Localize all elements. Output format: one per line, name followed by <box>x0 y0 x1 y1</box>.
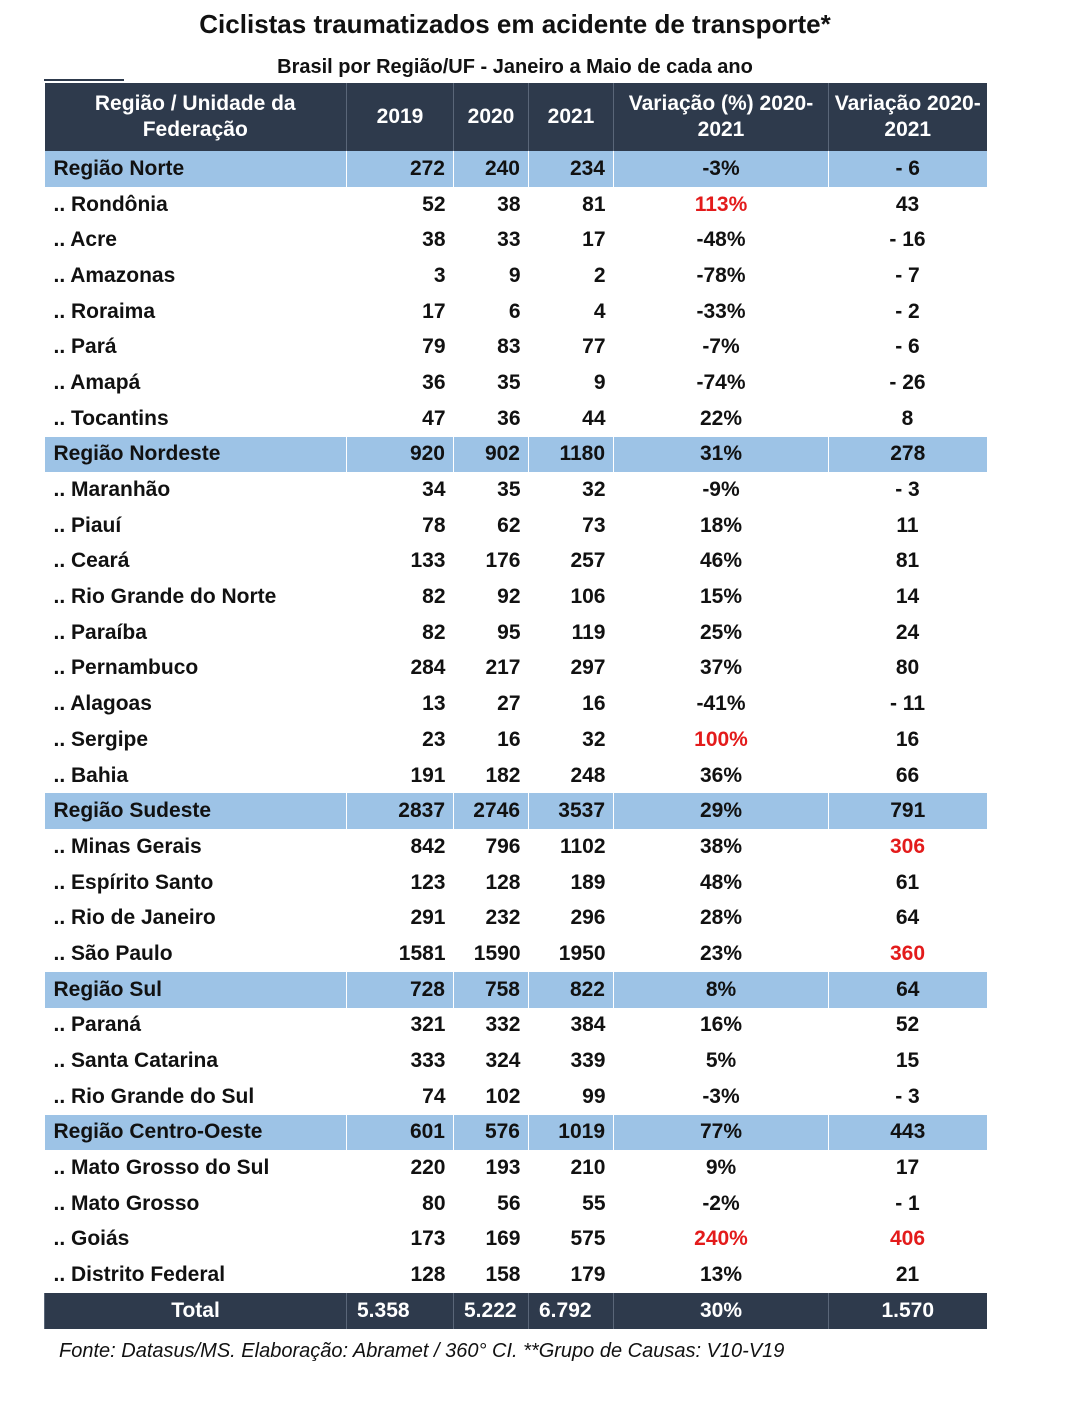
variation-abs: 64 <box>829 972 987 1008</box>
value-2020: 92 <box>497 585 521 609</box>
row-name: .. Tocantins <box>53 406 169 430</box>
variation-pct: 113% <box>694 192 748 216</box>
value-2020: 83 <box>497 335 521 359</box>
value-2020: 9 <box>508 263 521 287</box>
value-2021: 32 <box>582 727 606 751</box>
value-2019: 47 <box>422 406 446 430</box>
value-2020: 176 <box>485 549 521 573</box>
variation-abs: 11 <box>896 513 919 537</box>
value-2021: 2 <box>593 263 606 287</box>
variation-abs: 16 <box>895 727 920 751</box>
variation-abs: 80 <box>895 656 920 680</box>
variation-pct: -3% <box>702 1084 740 1108</box>
value-2019: 321 <box>410 1013 446 1037</box>
value-2020: 33 <box>497 228 521 252</box>
value-2021: 17 <box>582 228 606 252</box>
row-name: .. Amapá <box>53 370 141 394</box>
value-2020: 6 <box>508 299 521 323</box>
value-2020: 217 <box>485 656 521 680</box>
row-name: .. Rio Grande do Norte <box>53 585 277 609</box>
value-2020: 35 <box>497 478 521 502</box>
value-2021: 1019 <box>529 1115 614 1151</box>
row-name: .. Amazonas <box>53 263 176 287</box>
variation-pct: 240% <box>694 1227 748 1251</box>
value-2019: 23 <box>422 727 446 751</box>
variation-pct: -2% <box>702 1191 740 1215</box>
value-2019: 284 <box>410 656 446 680</box>
row-name: Região Sul <box>45 972 347 1008</box>
variation-abs: 791 <box>829 793 987 829</box>
variation-pct: -33% <box>696 299 746 323</box>
table-row <box>45 1186 987 1222</box>
value-2019: 272 <box>347 151 454 187</box>
row-name: .. Piauí <box>53 513 122 537</box>
value-2019: 79 <box>422 335 446 359</box>
row-name: .. Paraná <box>53 1013 142 1037</box>
variation-pct: 48% <box>699 870 743 894</box>
table-row <box>45 615 987 651</box>
table-body <box>45 151 987 1329</box>
value-2021: 234 <box>529 151 614 187</box>
total-2019: 5.358 <box>347 1293 454 1329</box>
variation-abs: 81 <box>895 549 920 573</box>
variation-abs: - 6 <box>829 151 987 187</box>
table-row <box>45 1079 987 1115</box>
table-row <box>45 329 987 365</box>
variation-pct: 29% <box>614 793 829 829</box>
variation-abs: 64 <box>895 906 920 930</box>
value-2020: 796 <box>485 834 521 858</box>
variation-pct: 77% <box>614 1115 829 1151</box>
region-row <box>45 793 987 829</box>
row-name: .. Goiás <box>53 1227 130 1251</box>
value-2020: 193 <box>485 1156 521 1180</box>
row-name: .. Rio de Janeiro <box>53 906 216 930</box>
row-name: .. São Paulo <box>53 941 173 965</box>
value-2019: 333 <box>410 1049 446 1073</box>
value-2020: 2746 <box>454 793 529 829</box>
variation-abs: - 6 <box>895 335 920 359</box>
table-row <box>45 472 987 508</box>
table-row <box>45 401 987 437</box>
row-name: .. Mato Grosso do Sul <box>53 1156 270 1180</box>
region-row <box>45 972 987 1008</box>
value-2021: 9 <box>593 370 606 394</box>
value-2021: 257 <box>570 549 606 573</box>
variation-pct: 38% <box>699 834 743 858</box>
row-name: .. Bahia <box>53 763 129 787</box>
value-2021: 44 <box>582 406 606 430</box>
variation-pct: 22% <box>699 406 743 430</box>
value-2021: 119 <box>571 620 606 644</box>
total-variation-pct: 30% <box>614 1293 829 1329</box>
value-2019: 191 <box>410 763 446 787</box>
value-2019: 601 <box>347 1115 454 1151</box>
variation-pct: 9% <box>705 1156 737 1180</box>
total-variation-abs: 1.570 <box>829 1293 987 1329</box>
value-2020: 62 <box>497 513 521 537</box>
table-row <box>45 579 987 615</box>
value-2020: 56 <box>497 1191 521 1215</box>
value-2019: 3 <box>433 263 446 287</box>
variation-abs: - 2 <box>895 299 920 323</box>
variation-pct: 5% <box>705 1049 737 1073</box>
value-2019: 133 <box>410 549 446 573</box>
value-2019: 728 <box>347 972 454 1008</box>
variation-abs: - 16 <box>889 228 926 252</box>
variation-abs: 61 <box>895 870 920 894</box>
variation-abs: 8 <box>901 406 914 430</box>
page-subtitle: Brasil por Região/UF - Janeiro a Maio de cada ano <box>277 56 753 78</box>
variation-pct: -48% <box>696 228 746 252</box>
table-header-row <box>45 83 987 151</box>
value-2019: 123 <box>410 870 446 894</box>
variation-abs: 443 <box>829 1115 987 1151</box>
value-2020: 324 <box>485 1049 521 1073</box>
header-variation-pct: Variação (%) 2020-2021 <box>614 83 829 151</box>
value-2021: 384 <box>570 1013 606 1037</box>
variation-abs: - 1 <box>895 1191 920 1215</box>
value-2021: 106 <box>570 585 606 609</box>
value-2021: 77 <box>582 335 606 359</box>
header-region-uf: Região / Unidade da Federação <box>45 83 347 151</box>
value-2020: 38 <box>497 192 521 216</box>
row-name: .. Pernambuco <box>53 656 199 680</box>
row-name: .. Alagoas <box>53 692 152 716</box>
header-variation-abs: Variação 2020-2021 <box>829 83 987 151</box>
value-2019: 173 <box>410 1227 446 1251</box>
region-row <box>45 151 987 187</box>
header-2020: 2020 <box>454 83 529 151</box>
value-2020: 758 <box>454 972 529 1008</box>
value-2020: 27 <box>497 692 521 716</box>
table-row <box>45 258 987 294</box>
table-row <box>45 508 987 544</box>
value-2019: 220 <box>410 1156 446 1180</box>
variation-pct: 31% <box>614 437 829 473</box>
value-2020: 158 <box>485 1263 521 1287</box>
value-2019: 291 <box>410 906 446 930</box>
variation-abs: 24 <box>895 620 920 644</box>
table-row <box>45 686 987 722</box>
row-name: .. Maranhão <box>53 478 171 502</box>
row-name: .. Sergipe <box>53 727 149 751</box>
row-name: .. Paraíba <box>53 620 147 644</box>
table-row <box>45 865 987 901</box>
value-2021: 297 <box>570 656 606 680</box>
variation-pct: 16% <box>699 1013 743 1037</box>
value-2021: 1180 <box>529 437 614 473</box>
row-name: Região Centro-Oeste <box>45 1115 347 1151</box>
header-2021: 2021 <box>529 83 614 151</box>
variation-pct: 23% <box>699 941 743 965</box>
variation-abs: - 3 <box>895 478 920 502</box>
value-2020: 576 <box>454 1115 529 1151</box>
header-2019: 2019 <box>347 83 454 151</box>
value-2020: 169 <box>485 1227 521 1251</box>
value-2021: 296 <box>570 906 606 930</box>
variation-abs: 15 <box>895 1049 920 1073</box>
total-label: Total <box>45 1293 347 1329</box>
table-row <box>45 365 987 401</box>
row-name: Região Norte <box>45 151 347 187</box>
value-2021: 1102 <box>559 834 606 858</box>
divider <box>44 79 124 81</box>
value-2021: 55 <box>582 1191 606 1215</box>
value-2021: 3537 <box>529 793 614 829</box>
row-name: .. Ceará <box>53 549 130 573</box>
table-row <box>45 187 987 223</box>
value-2020: 16 <box>497 727 521 751</box>
table-row <box>45 222 987 258</box>
row-name: .. Espírito Santo <box>53 870 214 894</box>
table-row <box>45 936 987 972</box>
total-2021: 6.792 <box>529 1293 614 1329</box>
row-name: Região Nordeste <box>45 437 347 473</box>
value-2021: 822 <box>529 972 614 1008</box>
variation-abs: 360 <box>889 941 926 965</box>
row-name: .. Minas Gerais <box>53 834 202 858</box>
page-title: Ciclistas traumatizados em acidente de transporte* <box>199 9 831 39</box>
table-row <box>45 1008 987 1044</box>
value-2021: 210 <box>570 1156 606 1180</box>
table-row <box>45 722 987 758</box>
variation-pct: -78% <box>696 263 746 287</box>
variation-pct: 8% <box>614 972 829 1008</box>
value-2019: 842 <box>410 834 446 858</box>
value-2020: 902 <box>454 437 529 473</box>
table-row <box>45 758 987 794</box>
value-2020: 36 <box>497 406 521 430</box>
variation-abs: 406 <box>889 1227 926 1251</box>
table-row <box>45 1150 987 1186</box>
value-2021: 248 <box>570 763 606 787</box>
variation-abs: - 26 <box>889 370 926 394</box>
value-2021: 575 <box>570 1227 606 1251</box>
value-2020: 240 <box>454 151 529 187</box>
variation-abs: 21 <box>895 1263 920 1287</box>
value-2019: 82 <box>422 620 446 644</box>
variation-abs: 306 <box>889 834 926 858</box>
value-2020: 182 <box>485 763 521 787</box>
region-row <box>45 1115 987 1151</box>
value-2021: 1950 <box>558 941 606 965</box>
value-2021: 4 <box>593 299 606 323</box>
table-row <box>45 1222 987 1258</box>
table-row <box>45 651 987 687</box>
value-2020: 232 <box>485 906 521 930</box>
variation-abs: 43 <box>895 192 920 216</box>
value-2021: 189 <box>570 870 606 894</box>
value-2019: 52 <box>422 192 446 216</box>
value-2019: 34 <box>422 478 446 502</box>
total-2020: 5.222 <box>454 1293 529 1329</box>
variation-abs: - 3 <box>895 1084 920 1108</box>
table-row <box>45 829 987 865</box>
table-row <box>45 900 987 936</box>
variation-pct: 28% <box>699 906 743 930</box>
table-row <box>45 1043 987 1079</box>
variation-abs: - 11 <box>889 692 926 716</box>
table-row <box>45 294 987 330</box>
value-2019: 2837 <box>347 793 454 829</box>
source-note: Fonte: Datasus/MS. Elaboração: Abramet / 360° CI. **Grupo de Causas: V10-V19 <box>59 1340 785 1362</box>
variation-pct: 37% <box>699 656 743 680</box>
variation-pct: 100% <box>694 727 748 751</box>
table-row <box>45 544 987 580</box>
value-2020: 35 <box>497 370 521 394</box>
value-2021: 179 <box>570 1263 606 1287</box>
data-table <box>44 83 987 1329</box>
variation-pct: 18% <box>699 513 743 537</box>
row-name: .. Mato Grosso <box>53 1191 200 1215</box>
value-2020: 102 <box>485 1084 521 1108</box>
value-2020: 332 <box>485 1013 521 1037</box>
table-row <box>45 1257 987 1293</box>
variation-abs: 52 <box>895 1013 920 1037</box>
value-2021: 73 <box>582 513 606 537</box>
row-name: .. Acre <box>53 228 117 252</box>
row-name: Região Sudeste <box>45 793 347 829</box>
value-2021: 81 <box>582 192 606 216</box>
total-row <box>45 1293 987 1329</box>
value-2019: 82 <box>422 585 446 609</box>
value-2020: 1590 <box>473 941 521 965</box>
value-2020: 128 <box>485 870 521 894</box>
value-2019: 74 <box>422 1084 446 1108</box>
value-2021: 32 <box>582 478 606 502</box>
variation-pct: -41% <box>696 692 746 716</box>
value-2019: 78 <box>422 513 446 537</box>
value-2019: 128 <box>410 1263 446 1287</box>
region-row <box>45 437 987 473</box>
variation-pct: -3% <box>614 151 829 187</box>
row-name: .. Rondônia <box>53 192 168 216</box>
variation-pct: -9% <box>702 478 740 502</box>
value-2019: 80 <box>422 1191 446 1215</box>
value-2019: 17 <box>422 299 446 323</box>
variation-pct: -74% <box>696 370 746 394</box>
value-2019: 38 <box>422 228 446 252</box>
value-2019: 920 <box>347 437 454 473</box>
value-2021: 339 <box>570 1049 606 1073</box>
variation-abs: 17 <box>895 1156 920 1180</box>
value-2019: 36 <box>422 370 446 394</box>
variation-pct: -7% <box>702 335 740 359</box>
value-2019: 13 <box>422 692 446 716</box>
value-2021: 99 <box>582 1084 606 1108</box>
row-name: .. Rio Grande do Sul <box>53 1084 255 1108</box>
variation-pct: 46% <box>699 549 743 573</box>
value-2021: 16 <box>582 692 606 716</box>
variation-abs: - 7 <box>895 263 920 287</box>
variation-abs: 14 <box>895 585 920 609</box>
variation-pct: 13% <box>699 1263 743 1287</box>
row-name: .. Pará <box>53 335 117 359</box>
row-name: .. Roraima <box>53 299 156 323</box>
value-2020: 95 <box>497 620 521 644</box>
row-name: .. Santa Catarina <box>53 1049 219 1073</box>
variation-pct: 36% <box>699 763 743 787</box>
variation-abs: 66 <box>895 763 920 787</box>
value-2019: 1581 <box>398 941 446 965</box>
variation-pct: 25% <box>699 620 743 644</box>
variation-pct: 15% <box>699 585 743 609</box>
variation-abs: 278 <box>829 437 987 473</box>
row-name: .. Distrito Federal <box>53 1263 226 1287</box>
